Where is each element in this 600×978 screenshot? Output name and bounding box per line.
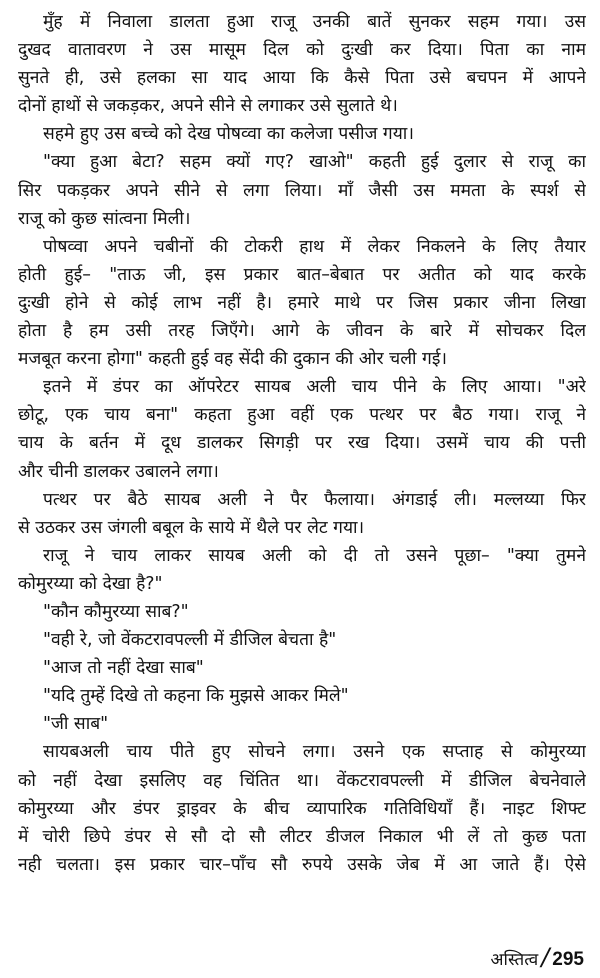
text-line: और चीनी डालकर उबालने लगा। (18, 461, 219, 482)
text-line: "क्या हुआ बेटा? सहम क्यों गए? खाओ" कहती हुई दुलार से राजू का (43, 152, 586, 173)
text-line: चाय के बर्तन में दूध डालकर सिगड़ी पर रख दिया। उसमें चाय की पत्ती (18, 433, 586, 454)
text-line: "वही रे, जो वेंकटरावपल्ली में डीजिल बेचता है" (43, 630, 337, 651)
text-line: होता है हम उसी तरह जिएँगे। आगे के जीवन के बारे में सोचकर दिल (18, 321, 586, 342)
text-line: से उठकर उस जंगली बबूल के साये में थैले पर लेट गया। (18, 517, 365, 538)
text-line: सुनते ही, उसे हलका सा याद आया कि कैसे पिता उसे बचपन में आपने (18, 68, 586, 89)
text-line: मुँह में निवाला डालता हुआ राजू उनकी बातें सुनकर सहम गया। उस (43, 12, 586, 32)
page-number: 295 (552, 949, 584, 970)
text-line: होती हुई– "ताऊ जी, इस प्रकार बात–बेबात पर अतीत को याद करके (18, 264, 586, 285)
book-title: अस्तित्व (490, 950, 539, 970)
text-line: दोनों हाथों से जकड़कर, अपने सीने से लगाकर उसे सुलाते थे। (18, 96, 398, 117)
text-line: "यदि तुम्हें दिखे तो कहना कि मुझसे आकर मिले" (43, 686, 349, 707)
footer-separator: / (541, 943, 550, 971)
text-line: सिर पकड़कर अपने सीने से लगा लिया। माँ जैसी उस ममता के स्पर्श से (18, 180, 586, 201)
page-body (18, 8, 586, 879)
text-line: पत्थर पर बैठे सायब अली ने पैर फैलाया। अंगडाई ली। मल्लय्या फिर (43, 489, 586, 510)
text-line: "कौन कौमुरय्या साब?" (43, 601, 189, 622)
text-line: राजू को कुछ सांत्वना मिली। (18, 208, 191, 229)
text-line: नही चलता। इस प्रकार चार–पाँच सौ रुपये उसके जेब में आ जाते हैं। ऐसे (18, 854, 586, 875)
text-line: पोषव्वा अपने चबीनों की टोकरी हाथ में लेकर निकलने के लिए तैयार (43, 236, 586, 257)
page-footer (491, 943, 584, 971)
text-line: छोटू, एक चाय बना" कहता हुआ वहीं एक पत्थर पर बैठ गया। राजू ने (18, 405, 586, 426)
text-line: दुखद वातावरण ने उस मासूम दिल को दुःखी कर दिया। पिता का नाम (18, 40, 586, 61)
text-line: इतने में डंपर का ऑपरेटर सायब अली चाय पीने के लिए आया। "अरे (43, 377, 586, 398)
text-line: "आज तो नहीं देखा साब" (43, 658, 204, 679)
text-line: मजबूत करना होगा" कहती हुई वह सेंदी की दुकान की ओर चली गई। (18, 349, 447, 370)
text-line: "जी साब" (43, 714, 109, 735)
text-line: राजू ने चाय लाकर सायब अली को दी तो उसने पूछा– "क्या तुमने (43, 545, 586, 566)
text-line: कोमुरय्या को देखा है?" (18, 573, 163, 594)
text-line: में चोरी छिपे डंपर से सौ दो सौ लीटर डीजल निकाल भी लें तो कुछ पता (18, 826, 586, 847)
text-line: सायबअली चाय पीते हुए सोचने लगा। उसने एक सप्ताह से कोमुरय्या (43, 742, 586, 763)
text-line: को नहीं देखा इसलिए वह चिंतित था। वेंकटरावपल्ली में डीजिल बेचनेवाले (18, 770, 586, 791)
text-line: सहमे हुए उस बच्चे को देख पोषव्वा का कलेजा पसीज गया। (43, 124, 414, 145)
text-line: कोमुरय्या और डंपर ड्राइवर के बीच व्यापारिक गतिविधियाँ हैं। नाइट शिफ्ट (18, 798, 586, 819)
text-line: दुःखी होने से कोई लाभ नहीं है। हमारे माथे पर जिस प्रकार जीना लिखा (18, 292, 586, 313)
